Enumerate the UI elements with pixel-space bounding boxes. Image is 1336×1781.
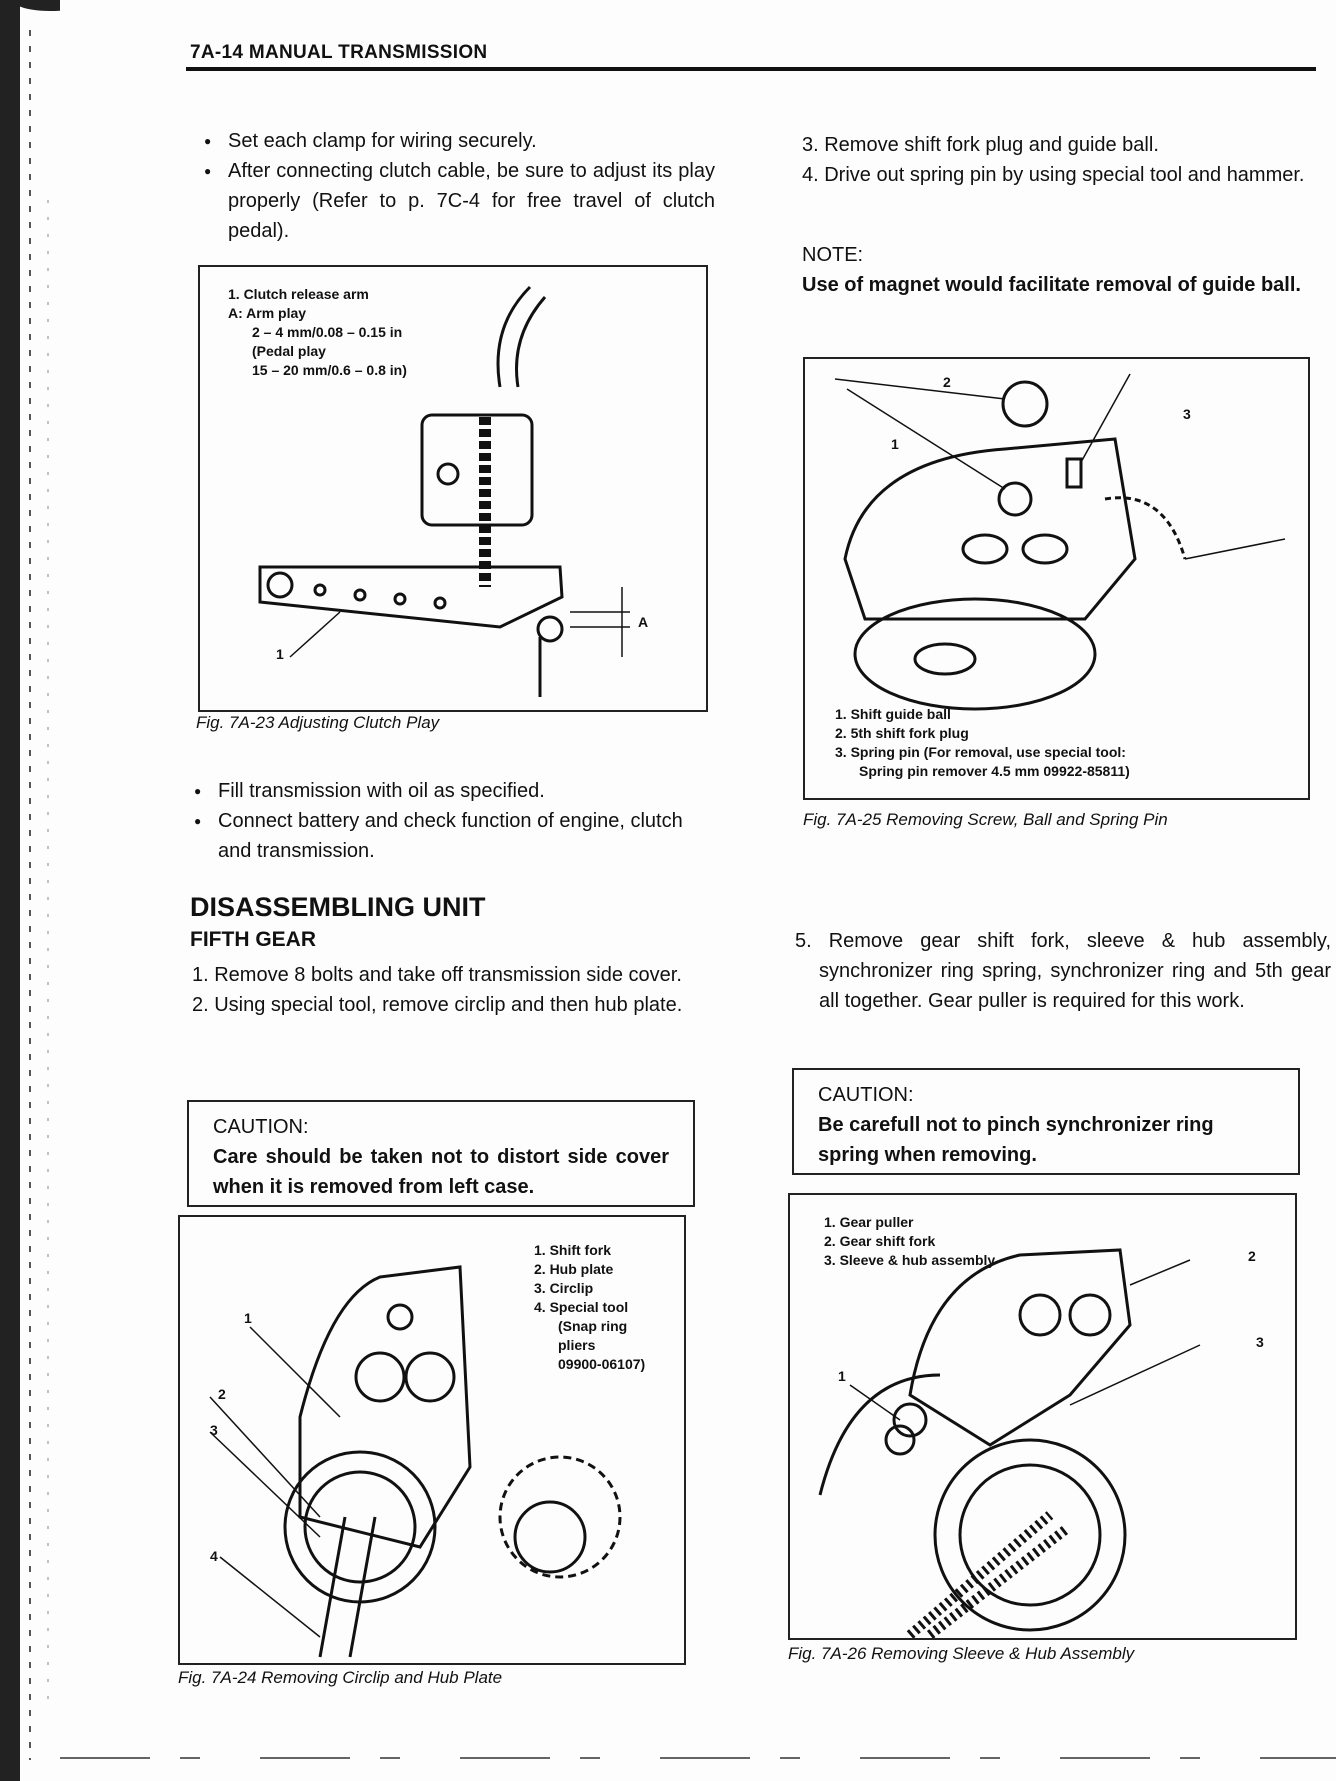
legend-item: 1. Shift fork [534, 1242, 612, 1258]
step-item: 4. Drive out spring pin by using special tool and hammer. [802, 164, 1305, 186]
bullet-item: ● Set each clamp for wiring securely. [200, 126, 715, 156]
callout-2: 2 [1248, 1248, 1256, 1264]
legend-item: 3. Circlip [534, 1280, 594, 1296]
legend-item: 3. Spring pin (For removal, use special tool: [835, 744, 1126, 760]
step-item: 2. Using special tool, remove circlip and then hub plate. [192, 994, 683, 1016]
legend-item: 1. Gear puller [824, 1214, 914, 1230]
figure-7a-25 [803, 357, 1310, 800]
figure-legend [835, 705, 1130, 781]
callout-a: A [638, 614, 649, 630]
top-bullets [200, 126, 715, 246]
callout-1: 1 [276, 646, 284, 662]
caution-box [187, 1100, 695, 1207]
legend-item: 15 – 20 mm/0.6 – 0.8 in) [252, 362, 407, 378]
figure-legend [534, 1241, 645, 1374]
callout-1: 1 [891, 436, 899, 452]
legend-item: 3. Sleeve & hub assembly [824, 1252, 996, 1268]
callout-1: 1 [838, 1368, 846, 1384]
legend-item: pliers [558, 1337, 596, 1353]
legend-item: 1. Shift guide ball [835, 706, 951, 722]
legend-item: 4. Special tool [534, 1299, 629, 1315]
legend-item: 09900-06107) [558, 1356, 646, 1372]
bullet-item: ● Fill transmission with oil as specified. [190, 776, 710, 806]
callout-1: 1 [244, 1310, 252, 1326]
figure-caption: Fig. 7A-23 Adjusting Clutch Play [196, 713, 440, 732]
steps-1-2 [192, 960, 700, 1020]
callout-3: 3 [1183, 406, 1191, 422]
note-title: NOTE: [802, 244, 864, 266]
figure-7a-23 [198, 265, 708, 712]
figure-caption: Fig. 7A-26 Removing Sleeve & Hub Assembly [788, 1644, 1135, 1663]
caution-text: Care should be taken not to distort side cover when it is removed from left case. [213, 1146, 669, 1198]
header-rule [186, 67, 1316, 71]
caution-text: Be carefull not to pinch synchronizer ring spring when removing. [818, 1114, 1214, 1166]
callout-2: 2 [218, 1386, 226, 1402]
gear-puller-illustration [790, 1195, 1295, 1638]
caution-title: CAUTION: [213, 1116, 309, 1138]
bullet-item: ● After connecting clutch cable, be sure to adjust its play properly (Refer to p. 7C-4 for free travel of clutch pedal). [200, 156, 715, 246]
legend-item: Spring pin remover 4.5 mm 09922-85811) [859, 763, 1130, 779]
callout-4: 4 [210, 1548, 218, 1564]
callout-3: 3 [1256, 1334, 1264, 1350]
legend-item: 2 – 4 mm/0.08 – 0.15 in [252, 324, 403, 340]
footer-scan-marks [60, 1748, 1336, 1768]
legend-item: 1. Clutch release arm [228, 286, 369, 302]
subsection-heading: FIFTH GEAR [190, 928, 316, 951]
legend-item: 2. 5th shift fork plug [835, 725, 969, 741]
step-5: 5. Remove gear shift fork, sleeve & hub assembly, synchronizer ring spring, synchronizer ring and 5th gear all together. Gear puller is required for this work. [795, 930, 1331, 1012]
caution-box [792, 1068, 1300, 1175]
figure-caption: Fig. 7A-25 Removing Screw, Ball and Spring Pin [803, 810, 1168, 829]
figure-7a-24 [178, 1215, 686, 1665]
legend-item: A: Arm play [228, 305, 307, 321]
steps-3-4 [802, 130, 1314, 190]
clutch-arm-illustration [200, 267, 706, 710]
scan-edge-shadow [0, 0, 60, 1781]
note-text: Use of magnet would facilitate removal of guide ball. [802, 274, 1301, 296]
legend-item: 2. Gear shift fork [824, 1233, 936, 1249]
caution-title: CAUTION: [818, 1084, 914, 1106]
figure-7a-26 [788, 1193, 1297, 1640]
legend-item: 2. Hub plate [534, 1261, 614, 1277]
callout-3: 3 [210, 1422, 218, 1438]
page-header: 7A-14 MANUAL TRANSMISSION [190, 42, 488, 63]
legend-item: (Snap ring [558, 1318, 628, 1334]
legend-item: (Pedal play [252, 343, 326, 359]
section-heading: DISASSEMBLING UNIT [190, 892, 486, 922]
step-item: 3. Remove shift fork plug and guide ball. [802, 134, 1159, 156]
bullet-item: ● Connect battery and check function of engine, clutch and transmission. [190, 806, 710, 866]
mid-bullets [190, 776, 710, 866]
note [802, 240, 1314, 300]
callout-2: 2 [943, 374, 951, 390]
figure-caption: Fig. 7A-24 Removing Circlip and Hub Plate [178, 1668, 503, 1687]
step-item: 1. Remove 8 bolts and take off transmission side cover. [192, 964, 682, 986]
